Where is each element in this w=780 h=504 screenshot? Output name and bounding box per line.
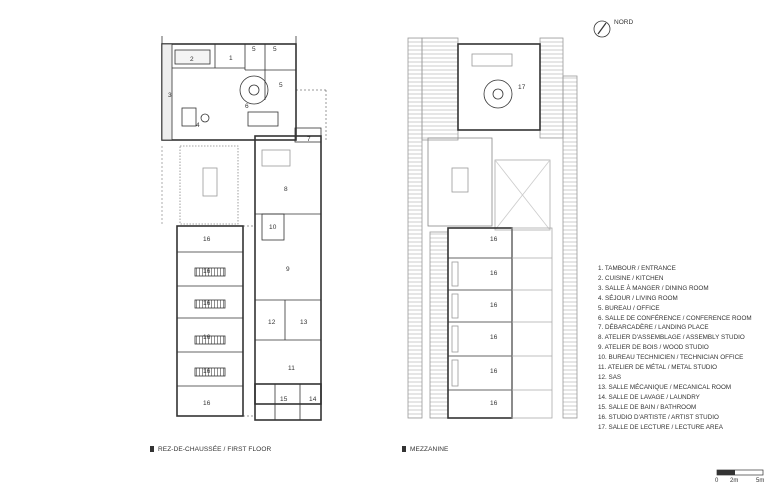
legend-item: 12. SAS [598,373,622,381]
legend-item: 8. ATELIER D'ASSEMBLAGE / ASSEMBLY STUDIO [598,334,745,342]
legend-item: 16. STUDIO D'ARTISTE / ARTIST STUDIO [598,413,719,421]
room-number: 7 [307,136,311,143]
room-number: 4 [196,122,200,129]
room-number: 9 [286,266,290,273]
caption-ground-floor: REZ-DE-CHAUSSÉE / FIRST FLOOR [150,446,271,453]
room-number: 5 [279,82,283,89]
room-number: 16 [203,400,211,407]
room-number: 16 [490,334,498,341]
room-number: 5 [273,46,277,53]
legend-item: 7. DÉBARCADÈRE / LANDING PLACE [598,324,709,332]
scale-bar [717,470,763,475]
legend-item: 5. BUREAU / OFFICE [598,304,660,312]
room-number: 16 [203,236,211,243]
legend-item: 11. ATELIER DE MÉTAL / METAL STUDIO [598,364,718,372]
room-number: 6 [245,103,249,110]
legend [598,264,752,432]
room-number: 16 [490,368,498,375]
room-number: 15 [280,396,288,403]
room-number: 2 [190,56,194,63]
room-number: 11 [288,365,295,372]
room-number: 3 [168,92,172,99]
room-number: 16 [490,400,498,407]
room-number: 16 [203,300,211,307]
legend-item: 15. SALLE DE BAIN / BATHROOM [598,403,697,411]
mezzanine-plan [408,38,577,418]
room-number: 8 [284,186,288,193]
room-number: 16 [490,302,498,309]
scale-label-2m: 2m [730,478,739,484]
legend-item: 13. SALLE MÉCANIQUE / MECANICAL ROOM [598,383,732,391]
legend-item: 3. SALLE À MANGER / DINING ROOM [598,284,709,292]
legend-item: 2. CUISINE / KITCHEN [598,274,664,282]
room-number: 16 [203,334,211,341]
scale-label-0: 0 [715,478,719,484]
north-label: NORD [614,19,634,26]
legend-item: 4. SÉJOUR / LIVING ROOM [598,294,678,302]
room-number: 16 [203,268,211,275]
legend-item: 1. TAMBOUR / ENTRANCE [598,265,676,272]
room-number: 12 [268,319,276,326]
legend-item: 10. BUREAU TECHNICIEN / TECHNICIAN OFFICE [598,354,744,362]
legend-item: 9. ATELIER DE BOIS / WOOD STUDIO [598,344,709,352]
ground-floor-plan [162,36,326,420]
room-number: 16 [203,368,211,375]
room-number: 1 [229,55,233,62]
caption-mezzanine: MEZZANINE [402,446,448,453]
room-number: 13 [300,319,308,326]
room-number: 14 [309,396,317,403]
room-number: 17 [518,84,526,91]
room-number: 5 [252,46,256,53]
room-number: 16 [490,236,498,243]
room-number: 10 [269,224,277,231]
north-arrow-icon [594,21,610,37]
scale-label-5m: 5m [756,478,765,484]
legend-item: 14. SALLE DE LAVAGE / LAUNDRY [598,393,700,401]
legend-item: 17. SALLE DE LECTURE / LECTURE AREA [598,423,723,431]
legend-item: 6. SALLE DE CONFÉRENCE / CONFERENCE ROOM [598,314,752,322]
room-number: 16 [490,270,498,277]
